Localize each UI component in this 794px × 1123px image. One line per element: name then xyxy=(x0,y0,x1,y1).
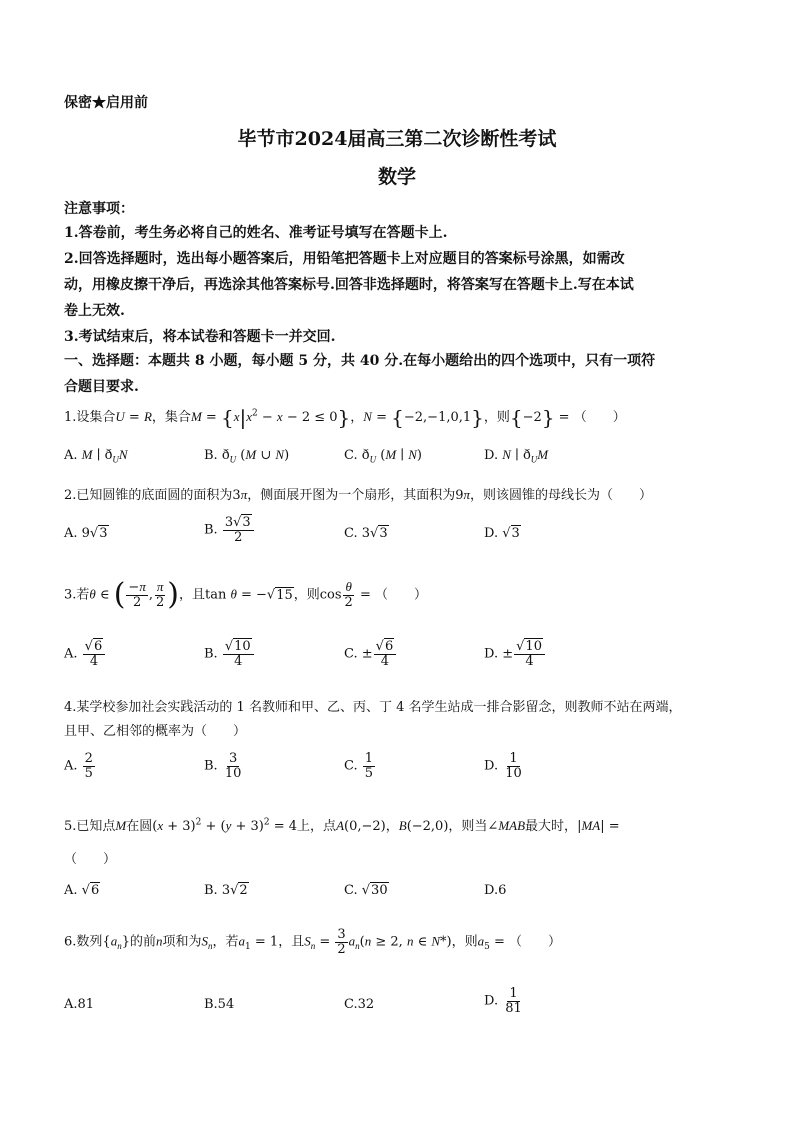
q3-option-a: A. $\frac{√6}{4}$ xyxy=(64,640,106,668)
note-2-line-3: 卷上无效. xyxy=(64,303,125,319)
q2-option-d: D. √3 xyxy=(484,526,520,541)
question-5: 5.已知点M在圆$(x + 3)^2 + (y + 3)^2 = 4$上，点A(0,−2)，B(−2,0)，则当∠MAB最大时，|MA| = xyxy=(64,817,620,834)
q4-option-c: C. $\frac{1}{5}$ xyxy=(344,751,374,781)
section-1-instructions-2: 合题目要求. xyxy=(64,379,139,395)
q3-option-c: C. ± $\frac{√6}{4}$ xyxy=(344,640,397,668)
q3-option-d: D. ± $\frac{√10}{4}$ xyxy=(484,640,546,668)
question-2: 2.已知圆锥的底面圆的面积为3π，侧面展开图为一个扇形，其面积为9π，则该圆锥的母线长为（ ） xyxy=(64,487,653,503)
q2-option-c: C. 3√3 xyxy=(344,526,388,541)
q6-option-c: C.32 xyxy=(344,997,375,1012)
confidential-label: 保密★启用前 xyxy=(64,95,148,111)
q6-option-a: A.81 xyxy=(64,997,95,1012)
q6-option-d: D. $\frac{1}{81}$ xyxy=(484,986,522,1016)
question-3: 3.若θ ∈ ( $\frac{-\pi}{2}$ , $\frac{\pi}{2}$ )，且tan θ = −√15，则cos $\frac{\theta}{2}$ = （ ） xyxy=(64,577,428,612)
section-1-instructions: 一、选择题：本题共 8 小题，每小题 5 分，共 40 分.在每小题给出的四个选项中，只有一项符 xyxy=(64,353,656,369)
q1-option-b: B. $ð_U$ (M ∪ N) xyxy=(204,447,290,465)
q1-option-a: A. M ∣ $ð_UN$ xyxy=(64,447,128,465)
q5-option-a: A. √6 xyxy=(64,883,100,898)
subject-title: 数学 xyxy=(377,166,416,188)
q4-option-d: D. $\frac{1}{10}$ xyxy=(484,751,522,781)
q5-option-b: B. 3√2 xyxy=(204,883,248,898)
notes-heading: 注意事项： xyxy=(64,201,134,217)
q4-option-b: B. $\frac{3}{10}$ xyxy=(204,751,242,781)
q4-option-a: A. $\frac{2}{5}$ xyxy=(64,751,93,781)
q1-option-c: C. $ð_U$ (M ∣ N) xyxy=(344,447,422,465)
question-4-line-2: 且甲、乙相邻的概率为（ ） xyxy=(64,724,247,739)
question-5-paren: （ ） xyxy=(64,852,117,867)
note-2-line-1: 2.回答选择题时，选出每小题答案后，用铅笔把答题卡上对应题目的答案标号涂黑，如需改 xyxy=(64,251,625,267)
q5-option-d: D.6 xyxy=(484,883,507,898)
note-2-line-2: 动，用橡皮擦干净后，再选涂其他答案标号.回答非选择题时，将答案写在答题卡上.写在本试 xyxy=(64,277,634,293)
question-6: 6.数列$\{a_n\}$的前n项和为$S_n$，若$a_1 = 1$，且$S_n$ = $\frac{3}{2}$ $a_n(n \ge 2$, n ∈ N*)，则$a_5$ = （ ） xyxy=(64,927,562,957)
q2-option-b: B. $\frac{3√3}{2}$ xyxy=(204,516,255,544)
q3-option-b: B. $\frac{√10}{4}$ xyxy=(204,640,255,668)
question-1: 1.设集合U = R，集合$M = \{x|x^2 - x - 2 \le 0\}$，N = {−2,−1,0,1}，则{−2} = （ ） xyxy=(64,405,626,430)
q1-option-d: D. N ∣ $ð_UM$ xyxy=(484,447,549,465)
exam-title: 毕节市2024届高三第二次诊断性考试 xyxy=(237,128,557,150)
note-3: 3.考试结束后，将本试卷和答题卡一并交回. xyxy=(64,329,336,345)
q2-option-a: A. 9√3 xyxy=(64,526,108,541)
question-4-line-1: 4.某学校参加社会实践活动的 1 名教师和甲、乙、丙、丁 4 名学生站成一排合影留念，则教师不站在两端， xyxy=(64,700,682,715)
note-1: 1.答卷前，考生务必将自己的姓名、准考证号填写在答题卡上. xyxy=(64,225,448,241)
q5-option-c: C. √30 xyxy=(344,883,388,898)
q6-option-b: B.54 xyxy=(204,997,235,1012)
